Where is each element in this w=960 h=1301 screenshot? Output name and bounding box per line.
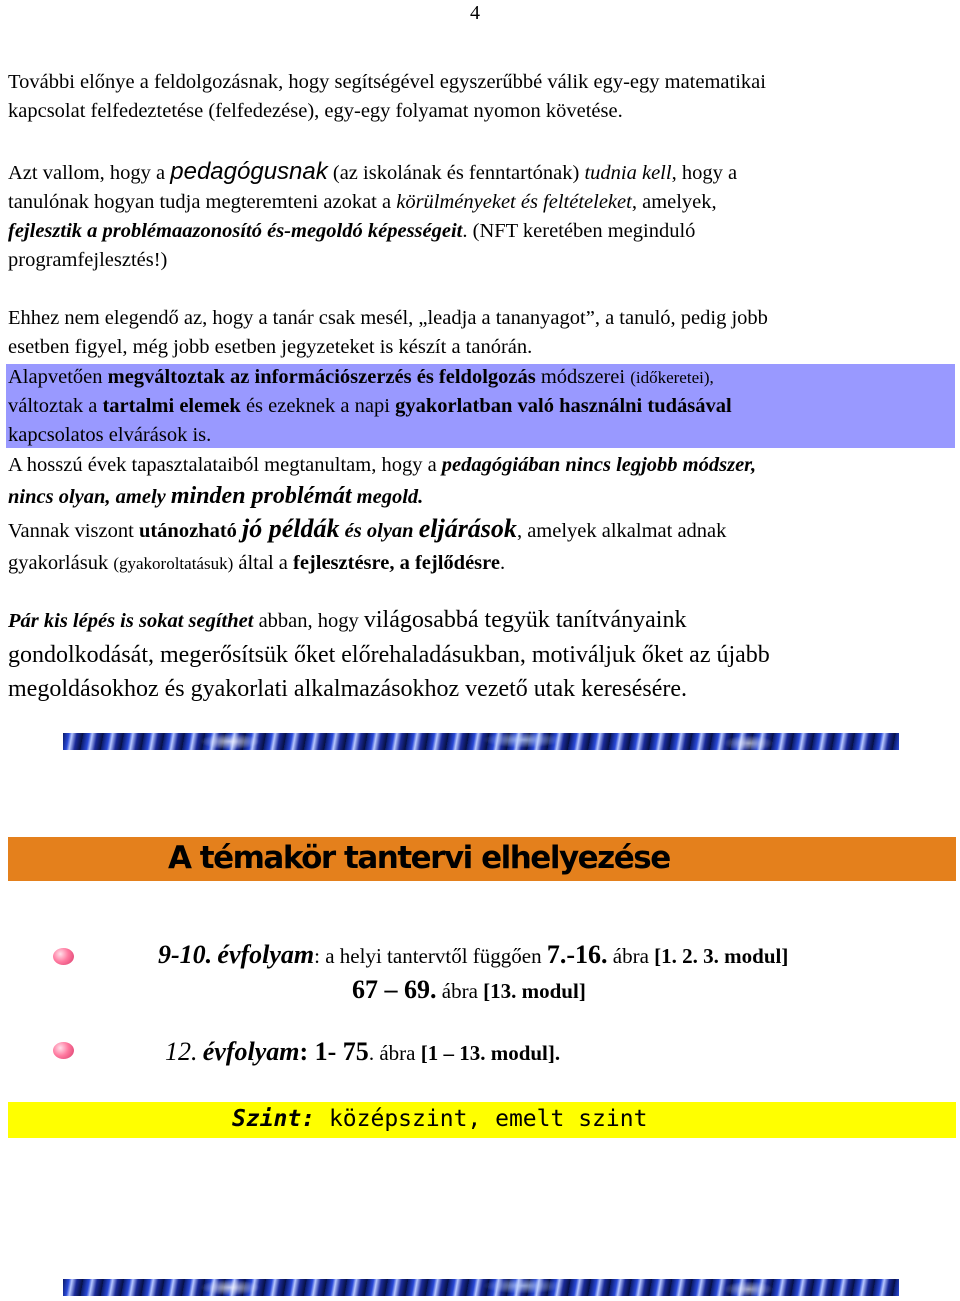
section-title: A témakör tantervi elhelyezése [168,840,670,876]
text-line: Ehhez nem elegendő az, hogy a tanár csak mesél, „leadja a tananyagot”, a tanuló, pedig jobb [8,307,768,329]
paragraph-experience [8,450,953,513]
paragraph-examples [8,513,953,580]
paragraph-changes [8,363,953,450]
decorative-divider [63,1279,899,1296]
level-text: Szint: középszint, emelt szint [232,1106,648,1132]
text-line: gyakorlásuk (gyakoroltatásuk) által a fejlesztésre, a fejlődésre. [8,552,506,574]
text-line: megoldásokhoz és gyakorlati alkalmazásokhoz vezető utak keresésére. [8,676,688,702]
grade-item-12: 12. évfolyam: 1- 75. ábra [1 – 13. modul]. [165,1037,561,1066]
paragraph-belief [8,157,953,275]
text-line: gondolkodását, megerősítsük őket előrehaladásukban, motiváljuk őket az újabb [8,642,770,668]
text-line: változtak a tartalmi elemek és ezeknek a napi gyakorlatban való használni tudásával [8,395,732,417]
text-line: programfejlesztés!) [8,249,168,271]
paragraph-advantage [8,68,953,126]
paragraph-not-enough [8,304,953,362]
grade-item-9-10-extra: 67 – 69. ábra [13. modul] [352,975,586,1004]
decorative-divider [63,733,899,750]
text-line: tanulónak hogyan tudja megteremteni azokat a körülményeket és feltételeket, amelyek, [8,191,717,213]
bullet-icon [53,948,74,965]
text-line: fejlesztik a problémaazonosító és-megoldó képességeit. (NFT keretében meginduló [8,220,696,242]
text-line: További előnye a feldolgozásnak, hogy segítségével egyszerűbbé válik egy-egy matematikai [8,71,766,93]
text-line: Azt vallom, hogy a pedagógusnak (az iskolának és fenntartónak) tudnia kell, hogy a [8,158,738,185]
bullet-icon [53,1042,74,1059]
text-line: nincs olyan, amely minden problémát megold. [8,483,424,509]
page-number: 4 [470,2,480,24]
paragraph-small-steps [8,603,953,706]
text-line: Pár kis lépés is sokat segíthet abban, hogy világosabbá tegyük tanítványaink [8,607,687,633]
text-line: esetben figyel, még jobb esetben jegyzeteket is készít a tanórán. [8,336,533,358]
text-line: A hosszú évek tapasztalataiból megtanultam, hogy a pedagógiában nincs legjobb módszer, [8,454,757,476]
text-line: Alapvetően megváltoztak az információszerzés és feldolgozás módszerei (időkeretei), [8,366,714,388]
text-line: Vannak viszont utánozható jó példák és olyan eljárások, amelyek alkalmat adnak [8,514,727,543]
grade-item-9-10: 9-10. évfolyam: a helyi tantervtől függően 7.-16. ábra [1. 2. 3. modul] [158,940,789,969]
text-line: kapcsolat felfedeztetése (felfedezése), egy-egy folyamat nyomon követése. [8,100,623,122]
text-line: kapcsolatos elvárások is. [8,424,212,446]
